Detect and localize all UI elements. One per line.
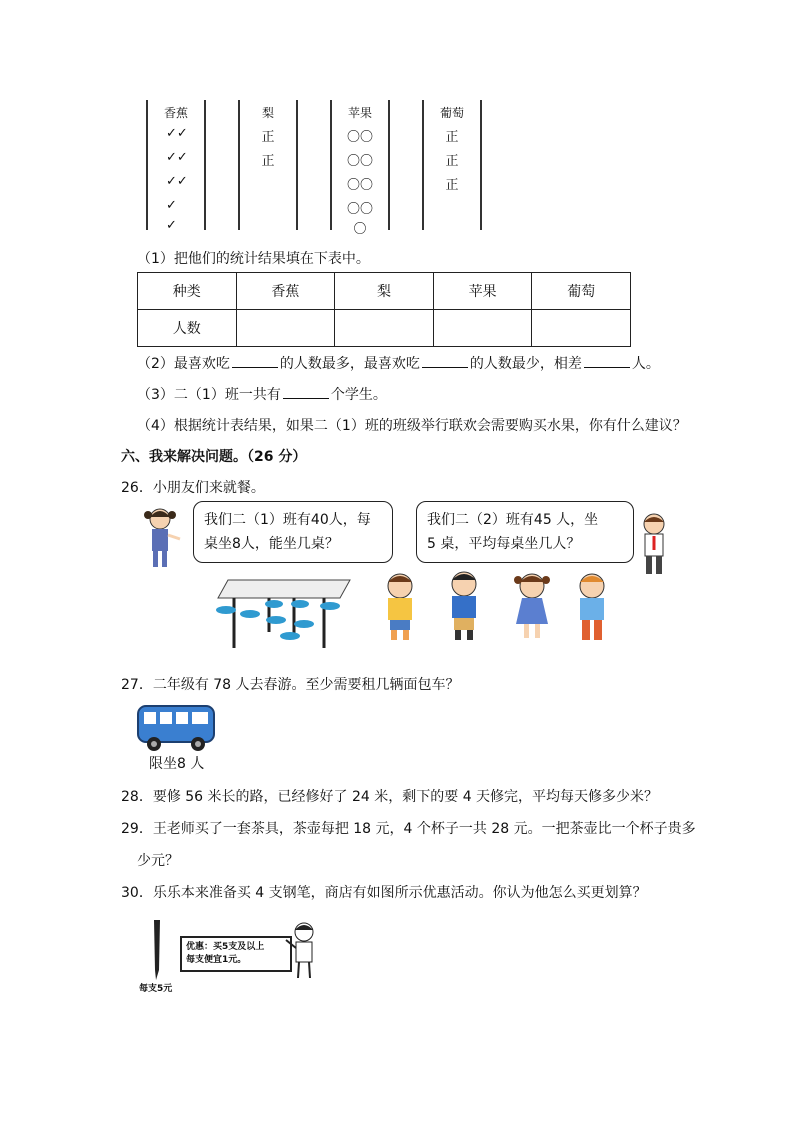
problem-30: 30．乐乐本来准备买 4 支钢笔，商店有如图所示优惠活动。你认为他怎么买更划算？ bbox=[121, 885, 647, 901]
problem-29-line1: 29．王老师买了一套茶具，茶壶每把 18 元，4 个杯子一共 28 元。一把茶壶比一个杯子贵多 bbox=[121, 821, 696, 837]
q2-part-c: 的人数最少，相差 bbox=[469, 356, 582, 372]
q2-part-a: （2）最喜欢吃 bbox=[137, 356, 230, 372]
speech-bubble-left bbox=[193, 501, 393, 563]
answer-blank[interactable] bbox=[422, 353, 468, 368]
tally-mark: 〇〇 bbox=[346, 178, 373, 193]
tally-mark: 正 bbox=[445, 154, 459, 169]
q2-part-d: 人。 bbox=[631, 356, 660, 372]
pen-icon bbox=[146, 918, 166, 982]
tally-mark: 正 bbox=[261, 130, 275, 145]
table-header: 苹果 bbox=[433, 273, 532, 310]
answer-blank[interactable] bbox=[584, 353, 630, 368]
problem-27: 27．二年级有 78 人去春游。至少需要租几辆面包车？ bbox=[121, 677, 460, 693]
table-header: 种类 bbox=[138, 273, 237, 310]
bubble-line: 5 桌，平均每桌坐几人？ bbox=[427, 536, 581, 552]
problem-26: 26．小朋友们来就餐。 bbox=[121, 480, 265, 496]
table-row-label: 人数 bbox=[138, 310, 237, 347]
q2-part-b: 的人数最多，最喜欢吃 bbox=[279, 356, 420, 372]
tally-mark: 〇 bbox=[353, 222, 367, 237]
bubble-line: 桌坐8人，能坐几桌？ bbox=[204, 536, 339, 552]
problem-29-line2: 少元？ bbox=[137, 853, 179, 869]
tally-mark: 〇〇 bbox=[346, 202, 373, 217]
children-group-icon bbox=[378, 570, 614, 646]
tally-mark: 正 bbox=[445, 178, 459, 193]
table-header: 梨 bbox=[335, 273, 434, 310]
dining-table-icon bbox=[214, 576, 354, 658]
table-header: 香蕉 bbox=[236, 273, 335, 310]
question-2 bbox=[137, 353, 660, 373]
tally-title: 香蕉 bbox=[163, 106, 188, 120]
bubble-line: 我们二（1）班有40人，每 bbox=[204, 512, 371, 528]
table-cell-blank[interactable] bbox=[335, 310, 434, 347]
promo-line: 每支便宜1元。 bbox=[186, 955, 247, 965]
tally-mark: 正 bbox=[445, 130, 459, 145]
tally-mark: 〇〇 bbox=[346, 154, 373, 169]
tally-mark: ✓ bbox=[166, 218, 177, 233]
promo-sign bbox=[180, 936, 292, 972]
table-header: 葡萄 bbox=[532, 273, 631, 310]
problem-28: 28．要修 56 米长的路，已经修好了 24 米，剩下的要 4 天修完，平均每天修多少米？ bbox=[121, 789, 659, 805]
boy-figure-icon bbox=[634, 510, 674, 580]
bus-icon bbox=[136, 704, 216, 752]
shopkeeper-figure-icon bbox=[284, 920, 320, 982]
question-3 bbox=[137, 384, 387, 404]
q3-part-a: （3）二（1）班一共有 bbox=[137, 387, 281, 403]
promo-line: 优惠：买5支及以上 bbox=[186, 942, 265, 952]
question-1: （1）把他们的统计结果填在下表中。 bbox=[137, 251, 370, 267]
tally-mark: ✓✓ bbox=[166, 126, 188, 141]
tally-title: 苹果 bbox=[347, 106, 372, 120]
tally-mark: ✓✓ bbox=[166, 150, 188, 165]
speech-bubble-right bbox=[416, 501, 634, 563]
tally-box-grape bbox=[422, 100, 482, 230]
tally-mark: ✓✓ bbox=[166, 174, 188, 189]
girl-figure-icon bbox=[142, 505, 182, 575]
tally-mark: ✓ bbox=[166, 198, 177, 213]
tally-title: 葡萄 bbox=[439, 106, 464, 120]
tally-mark: 正 bbox=[261, 154, 275, 169]
bus-capacity-label: 限坐8 人 bbox=[149, 756, 205, 772]
tally-box-pear bbox=[238, 100, 298, 230]
section-heading: 六、我来解决问题。（26 分） bbox=[121, 449, 307, 465]
fruit-stats-table bbox=[137, 272, 631, 347]
question-4: （4）根据统计表结果，如果二（1）班的班级举行联欢会需要购买水果，你有什么建议？ bbox=[137, 418, 687, 434]
bubble-line: 我们二（2）班有45 人，坐 bbox=[427, 512, 599, 528]
table-cell-blank[interactable] bbox=[433, 310, 532, 347]
q3-part-b: 个学生。 bbox=[330, 387, 387, 403]
answer-blank[interactable] bbox=[232, 353, 278, 368]
table-cell-blank[interactable] bbox=[236, 310, 335, 347]
tally-mark: 〇〇 bbox=[346, 130, 373, 145]
tally-title: 梨 bbox=[261, 106, 274, 120]
tally-box-apple bbox=[330, 100, 390, 237]
answer-blank[interactable] bbox=[283, 384, 329, 399]
table-cell-blank[interactable] bbox=[532, 310, 631, 347]
tally-box-banana bbox=[146, 100, 206, 233]
pen-price-label: 每支5元 bbox=[139, 984, 173, 994]
